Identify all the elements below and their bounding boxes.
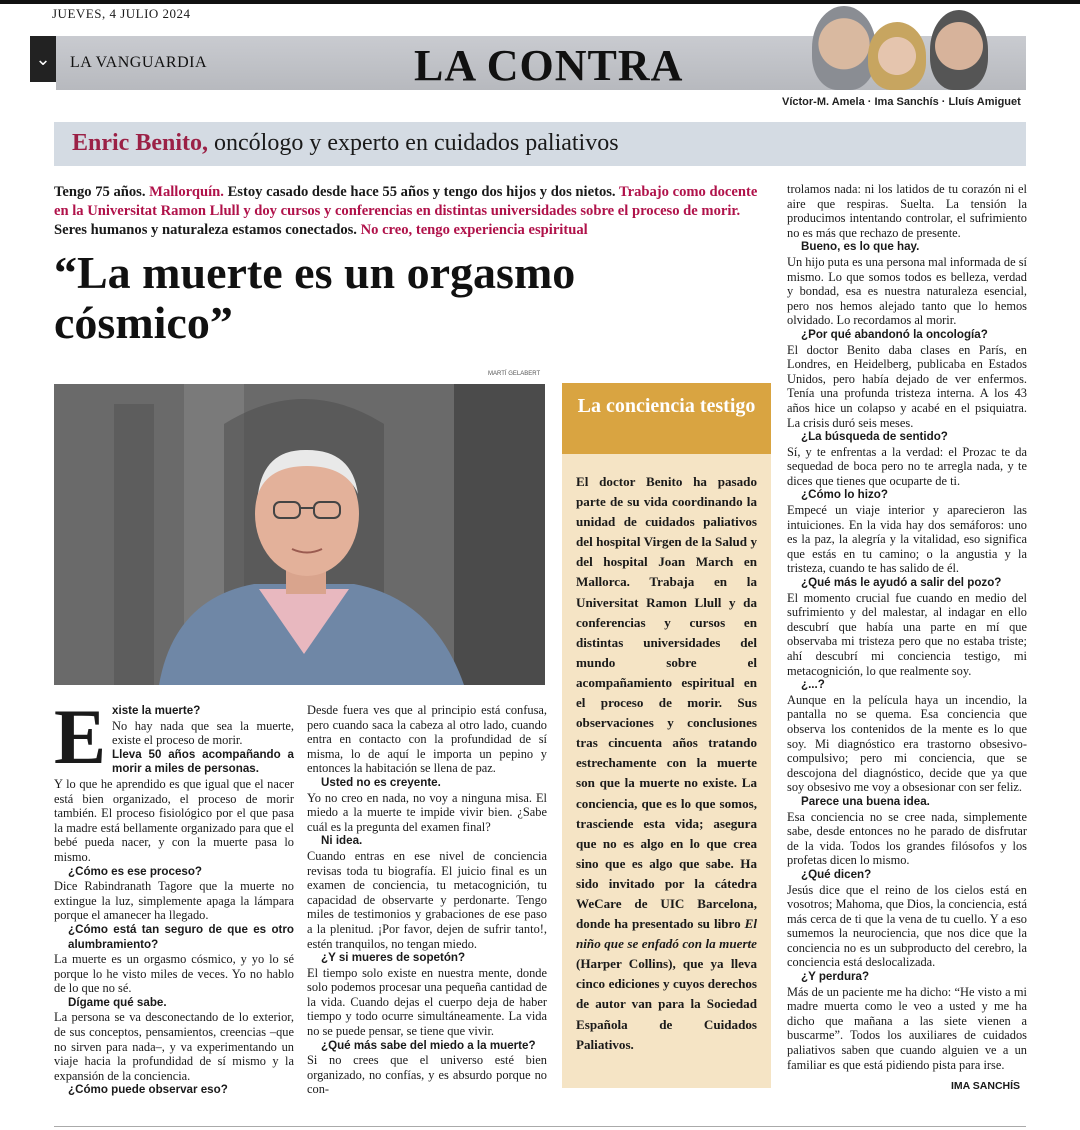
byline-signature: IMA SANCHÍS [951, 1080, 1021, 1092]
answer: Jesús dice que el reino de los cielos está en vosotros; Mahoma, que Dios, la conciencia, está más cerca de ti que la vena de tu cuello. Y a eso sumemos la neurociencia, que nos dice que la conciencia no es un subproducto del cerebro, la conciencia está deslocalizada. [787, 882, 1027, 970]
question: Ni idea. [321, 834, 363, 848]
article-column-1 [54, 693, 294, 1098]
question: ¿La búsqueda de sentido? [801, 430, 948, 444]
answer: Cuando entras en ese nivel de conciencia revisas toda tu biografía. El juicio final es un examen de conciencia, tu metacognición, tu capacidad de observarte y perdonarte. Tengo miles de testimonios y grabaciones de ese paso a la plenitud. ¡Por favor, dejen de sufrir tanto!, estén tranquilos, no tengan miedo. [307, 848, 547, 951]
intro-text: Tengo 75 años. [54, 184, 150, 200]
section-title: LA CONTRA [414, 41, 684, 90]
answer: La persona se va desconectando de lo exterior, de sus conceptos, pensamientos, creencias –que no sirven para nada–, y va experimentando un viaje hacia la profundidad de sí mismo y la expansión de la conciencia. [54, 1010, 294, 1083]
answer: Y lo que he aprendido es que igual que el nacer está bien organizado, el proceso de morir también. El proceso fisiológico por el que pasa la madre está bellamente organizado para que el bebé pueda nacer, y con la muerte pasa lo mismo. [54, 776, 294, 864]
answer: Empecé un viaje interior y aparecieron las intuiciones. En la vida hay dos semáforos: uno es la paz, la alegría y la vitalidad, eso significa que estás en tu camino; o la angustia y la tristeza, cuando te has salido de él. [787, 503, 1027, 576]
interviewee-role: oncólogo y experto en cuidados paliativos [214, 130, 619, 156]
answer: El tiempo solo existe en nuestra mente, donde solo podemos procesar una pequeña cantidad de la vida. Cuando dejas el cuerpo deja de haber tiempo y todo ocurre simultáneamente. La vida no se puede pensar, se tiene que vivir. [307, 965, 547, 1039]
question: ¿Cómo es ese proceso? [68, 864, 203, 878]
chevron-down-icon[interactable]: ⌄ [30, 36, 56, 82]
answer: Un hijo puta es una persona mal informada de sí mismo. Lo que somos todos es belleza, verdad y bondad, esa es nuestra naturaleza esencial, pero nos hemos alejado tanto que lo hemos olvidado. Lo recordamos al morir. [787, 254, 1027, 328]
answer: La muerte es un orgasmo cósmico, y yo lo sé porque lo he visto miles de veces. Yo no hablo de lo que no sé. [54, 952, 294, 996]
answer: Yo no creo en nada, no voy a ninguna misa. El miedo a la muerte te impide vivir bien. ¿Sabe cuál es la pregunta del examen final? [307, 790, 547, 834]
question: ¿Y perdura? [801, 970, 870, 984]
answer: Desde fuera ves que al principio está confusa, pero cuando saca la cabeza al otro lado, cuando entra en contacto con la profundidad de sí misma, lo de aquí le importa un pepino y entonces la habitación se llena de paz. [307, 703, 547, 776]
question: xiste la muerte? [112, 704, 201, 717]
author-photo [812, 6, 876, 90]
article-column-2 [307, 703, 547, 1097]
headline: “La muerte es un orgasmo cósmico” [54, 247, 576, 348]
top-rule [0, 0, 1080, 4]
question: ¿Cómo puede observar eso? [68, 1083, 228, 1097]
question: ¿Y si mueres de sopetón? [321, 951, 466, 965]
author-photo [930, 10, 988, 90]
question: ¿Qué más sabe del miedo a la muerte? [321, 1038, 536, 1052]
answer: Más de un paciente me ha dicho: “He visto a mi madre muerta como le veo a usted y me ha dicho que mañana a las siete vienen a buscarme”. Todos los auxiliares de cuidados paliativos saben que cuando alguien ve a un familiar es que está pidiendo pista para irse. [787, 984, 1027, 1072]
portrait-illustration [54, 384, 545, 685]
bottom-rule [54, 1126, 1026, 1127]
article-column-3 [787, 182, 1027, 1072]
answer: Dice Rabindranath Tagore que la muerte no extingue la luz, simplemente apaga la lámpara porque el amanecer ha llegado. [54, 879, 294, 923]
question: ¿Por qué abandonó la oncología? [801, 327, 988, 341]
interviewee-name: Enric Benito, [72, 130, 208, 156]
drop-cap: E [54, 693, 107, 780]
answer: Aunque en la película haya un incendio, la pantalla no se quema. Esa conciencia que observa los contenidos de la mente es lo que soy. Mi diagnóstico era trastorno obsesivo-compulsivo; pero mi conciencia, que se descojona del diagnóstico, decide que ya que soy obsesivo me voy a obsesionar con ser feliz. [787, 692, 1027, 795]
sidebar-paragraph: El doctor Benito ha pasado parte de su vida coordinando la unidad de cuidados paliativos del hospital Virgen de la Salud y del hospital Joan March en Mallorca. Trabaja en la Universitat Ramon Llull y da conferencias y cursos en distintas universidades del mundo sobre el acompañamiento espiritual en el proceso de morir. Sus observaciones y conclusiones tras cincuenta años tratando estrechamente con la muerte son que la muerte no existe. La conciencia, que es lo que somos, trasciende esta vida; asegura que no es algo en lo que crea sino que es algo que sabe. Ha sido invitado por la cátedra WeCare de UIC Barcelona, donde ha presentado su libro [576, 474, 757, 932]
intro-highlight: Trabajo como docente en la Universitat Ramon Llull y doy cursos y conferencias en distintas universidades sobre el proceso de morir. [54, 184, 758, 219]
question: ¿Cómo está tan seguro de que es otro alumbramiento? [68, 922, 294, 951]
answer: Sí, y te enfrentas a la verdad: el Prozac te da sequedad de boca pero no te arregla nada, y te dices que tienes que ocuparte de ti. [787, 444, 1027, 488]
newspaper-logo: LA VANGUARDIA [70, 54, 208, 71]
question: ¿Qué dicen? [801, 867, 872, 881]
question: ¿Qué más le ayudó a salir del pozo? [801, 576, 1002, 590]
author-photo [868, 22, 926, 90]
answer: Esa conciencia no se cree nada, simplemente sabe, desde entonces no he parado de disfrutar de la vida. Todos los grandes filósofos y los profetas dicen lo mismo. [787, 809, 1027, 868]
question: Lleva 50 años acompañando a morir a miles de personas. [112, 747, 294, 776]
question: Parece una buena idea. [801, 794, 930, 808]
answer: Si no crees que el universo esté bien organizado, no confías, y es absurdo porque no con- [307, 1053, 547, 1097]
portrait-photo [54, 384, 545, 685]
book-title: El niño que se enfadó con la muerte [576, 916, 757, 952]
intro-highlight: Mallorquín. [149, 184, 224, 200]
sidebar-title: La conciencia testigo [562, 383, 771, 454]
answer: El momento crucial fue cuando en medio del sufrimiento y del malestar, al indagar en ello descubrí que había una parte en mí que observaba mi tristeza pero que no estaba triste; ahí descubrí mi conciencia testigo, mi metacognición, lo que realmente soy. [787, 590, 1027, 678]
author-names: Víctor-M. Amela · Ima Sanchís · Lluís Amiguet [782, 96, 1021, 108]
intro-highlight: No creo, tengo experiencia espiritual [360, 222, 588, 238]
question: Usted no es creyente. [321, 775, 441, 789]
answer: El doctor Benito daba clases en París, en Londres, en Heidelberg, publicaba en Estados Unidos, pero había dejado de ver enfermos. Tenía una profunda tristeza interna. A los 43 años hice un colapso y acabé en el psiquiatra. La crisis duró seis meses. [787, 342, 1027, 430]
sidebar-paragraph: (Harper Collins), que ya lleva cinco ediciones y cuyos derechos de autor van para la Sociedad Española de Cuidados Paliativos. [576, 956, 757, 1052]
issue-date: JUEVES, 4 JULIO 2024 [52, 6, 191, 21]
question: Bueno, es lo que hay. [801, 240, 920, 254]
intro-text: Estoy casado desde hace 55 años y tengo dos hijos y dos nietos. [223, 184, 619, 200]
question: Dígame qué sabe. [68, 995, 167, 1009]
interviewee-banner [54, 122, 1026, 166]
answer: No hay nada que sea la muerte, existe el proceso de morir. [112, 718, 294, 748]
question: ¿...? [801, 678, 825, 692]
intro-text: Seres humanos y naturaleza estamos conectados. [54, 222, 361, 238]
sidebar-text [576, 472, 757, 1055]
question: ¿Cómo lo hizo? [801, 488, 888, 502]
photo-credit: MARTÍ GELABERT [488, 371, 541, 377]
answer: trolamos nada: ni los latidos de tu corazón ni el aire que respiras. Suelta. La tensión la producimos intentando controlar, el sufrimiento no es más que rechazo de presente. [787, 182, 1027, 240]
intro-blurb [54, 183, 766, 240]
